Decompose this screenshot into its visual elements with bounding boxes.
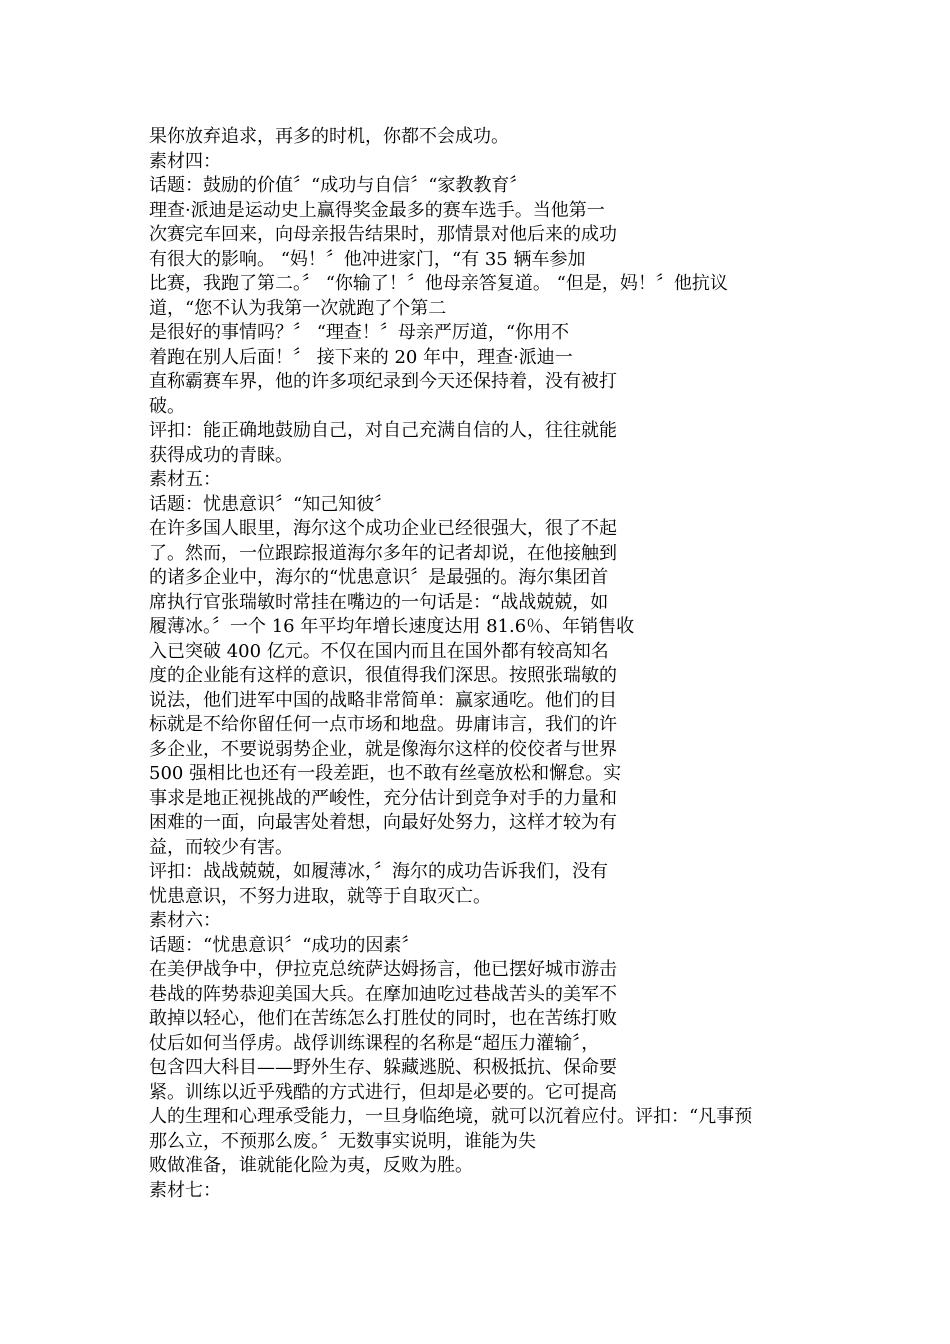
text-line: 500 强相比也还有一段差距，也不敢有丝毫放松和懈怠。实 <box>149 763 622 784</box>
text-line: 度的企业能有这样的意识，很值得我们深思。按照张瑞敏的 <box>149 665 617 686</box>
comment-line: 败做准备，谁就能化险为夷，反败为胜。 <box>149 1155 473 1176</box>
text-line: 席执行官张瑞敏时常挂在嘴边的一句话是：“战战兢兢，如 <box>149 591 609 613</box>
comment-line: 那么立，不预那么废。〞无数事实说明，谁能为失 <box>149 1130 536 1152</box>
text-line: 破。 <box>149 395 185 417</box>
text-line: 人的生理和心理承受能力，一旦身临绝境，就可以沉着应付。评扣：“凡事预 <box>149 1106 753 1127</box>
section-heading: 素材七： <box>149 1179 221 1201</box>
text-line: 直称霸赛车界，他的许多项纪录到今天还保持着，没有被打 <box>149 371 617 392</box>
text-line: 困难的一面，向最害处着想，向最好处努力，这样才较为有 <box>149 812 617 833</box>
text-line: 包含四大科目——野外生存、躲藏逃脱、积极抵抗、保命要 <box>149 1057 617 1078</box>
section-heading: 素材六： <box>149 910 221 931</box>
topic-line: 话题：鼓励的价值〞“成功与自信〞“家教教育〞 <box>149 175 528 196</box>
text-line: 入已突破 400 亿元。不仅在国内而且在国外都有较高知名 <box>149 640 609 662</box>
text-line: 了。然而，一位跟踪报道海尔多年的记者却说，在他接触到 <box>149 542 617 564</box>
text-line: 说法，他们进军中国的战略非常简单：赢家通吃。他们的目 <box>149 689 617 711</box>
topic-line: 话题：忧患意识〞“知己知彼〞 <box>149 493 393 515</box>
text-line: 敢掉以轻心，他们在苦练怎么打胜仗的同时，也在苦练打败 <box>149 1008 617 1029</box>
text-line: 有很大的影响。 “妈！〞他冲进家门，“有 35 辆车参加 <box>149 248 586 270</box>
text-line: 在美伊战争中，伊拉克总统萨达姆扬言，他已摆好城市游击 <box>149 959 617 980</box>
body-text <box>149 125 869 1203</box>
text-line: 的诸多企业中，海尔的“忧患意识〞是最强的。海尔集团首 <box>149 567 609 588</box>
text-line: 理查·派迪是运动史上赢得奖金最多的赛车选手。当他第一 <box>149 199 605 221</box>
text-line: 巷战的阵势恭迎美国大兵。在摩加迪吃过巷战苦头的美军不 <box>149 983 617 1005</box>
text-line: 标就是不给你留任何一点市场和地盘。毋庸讳言，我们的许 <box>149 714 617 735</box>
topic-line: 话题：“忧患意识〞“成功的因素〞 <box>149 934 420 956</box>
comment-line: 忧患意识，不努力进取，就等于自取灭亡。 <box>149 885 491 907</box>
text-line: 比赛，我跑了第二。〞 “你输了！〞他母亲答复道。 “但是，妈！〞他抗议 <box>149 273 728 294</box>
text-line: 履薄冰。〞一个 16 年平均年增长速度达用 81.6％、年销售收 <box>149 616 635 637</box>
text-line: 多企业，不要说弱势企业，就是像海尔这样的佼佼者与世界 <box>149 738 617 760</box>
text-line: 仗后如何当俘虏。战俘训练课程的名称是“超压力灌输〞， <box>149 1032 600 1054</box>
text-line: 益，而较少有害。 <box>149 836 293 858</box>
comment-line: 获得成功的青睐。 <box>149 444 293 466</box>
text-line: 是很好的事情吗？〞 “理查！〞母亲严厉道，“你用不 <box>149 322 570 343</box>
section-heading: 素材四： <box>149 150 221 172</box>
text-line: 道，“您不认为我第一次就跑了个第二 <box>149 297 447 319</box>
comment-line: 评扣：战战兢兢，如履薄冰，〞海尔的成功告诉我们，没有 <box>149 861 608 882</box>
comment-line: 评扣：能正确地鼓励自己，对自己充满自信的人，往往就能 <box>149 420 617 441</box>
text-line: 紧。训练以近乎残酷的方式进行，但却是必要的。它可提高 <box>149 1081 617 1103</box>
text-line: 在许多国人眼里，海尔这个成功企业已经很强大，很了不起 <box>149 518 617 539</box>
text-line: 果你放弃追求，再多的时机，你都不会成功。 <box>149 126 509 147</box>
text-line: 事求是地正视挑战的严峻性，充分估计到竞争对手的力量和 <box>149 787 617 809</box>
text-line: 着跑在别人后面！〞 接下来的 20 年中，理查·派迪一 <box>149 346 573 368</box>
text-line: 次赛完车回来，向母亲报告结果时，那情景对他后来的成功 <box>149 224 617 245</box>
section-heading: 素材五： <box>149 469 221 490</box>
